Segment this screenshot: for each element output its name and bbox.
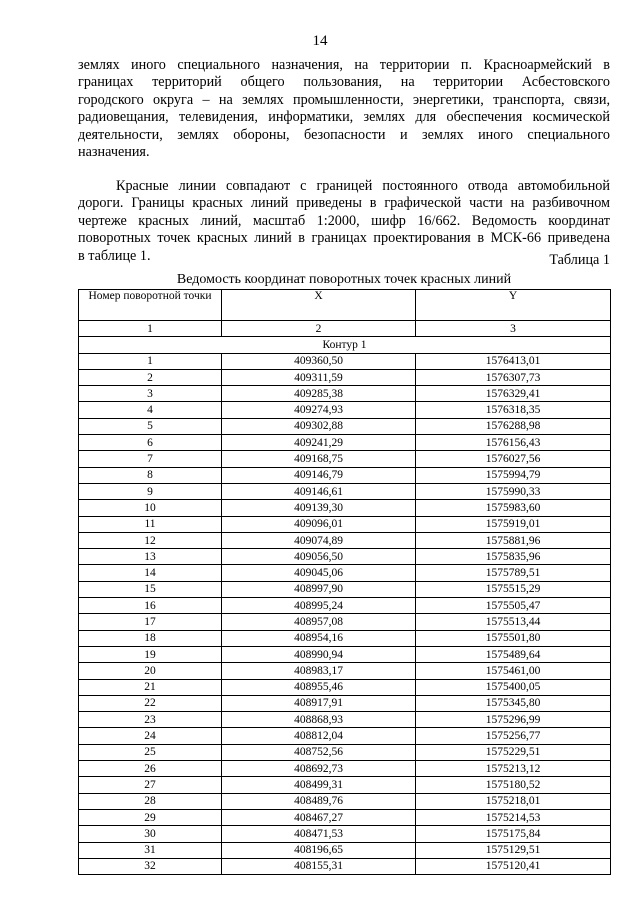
cell-y: 1575881,96 xyxy=(416,532,611,548)
table-row xyxy=(79,679,611,695)
contour-label: Контур 1 xyxy=(79,337,611,353)
table-row xyxy=(79,369,611,385)
cell-point-number: 14 xyxy=(79,565,222,581)
cell-y: 1575296,99 xyxy=(416,712,611,728)
cell-x: 408499,31 xyxy=(222,777,416,793)
column-number-row xyxy=(79,321,611,337)
cell-x: 408155,31 xyxy=(222,858,416,874)
cell-y: 1576027,56 xyxy=(416,451,611,467)
table-row xyxy=(79,858,611,874)
cell-x: 408954,16 xyxy=(222,630,416,646)
header-x: X xyxy=(222,290,416,321)
column-number: 1 xyxy=(79,321,222,337)
table-row xyxy=(79,826,611,842)
cell-y: 1575513,44 xyxy=(416,614,611,630)
table-row xyxy=(79,761,611,777)
cell-point-number: 2 xyxy=(79,369,222,385)
cell-point-number: 4 xyxy=(79,402,222,418)
cell-point-number: 6 xyxy=(79,435,222,451)
cell-x: 409302,88 xyxy=(222,418,416,434)
cell-x: 409360,50 xyxy=(222,353,416,369)
coordinates-table xyxy=(78,289,611,875)
cell-point-number: 12 xyxy=(79,532,222,548)
cell-point-number: 21 xyxy=(79,679,222,695)
table-row xyxy=(79,695,611,711)
table-row xyxy=(79,483,611,499)
cell-point-number: 5 xyxy=(79,418,222,434)
cell-point-number: 23 xyxy=(79,712,222,728)
table-row xyxy=(79,842,611,858)
cell-y: 1576156,43 xyxy=(416,435,611,451)
cell-x: 408471,53 xyxy=(222,826,416,842)
paragraph-line: землях иного специального назначения, на территории п. Красноармейский в xyxy=(78,57,610,73)
paragraph-line: деятельности, землях обороны, безопасности и землях иного специального xyxy=(78,126,610,143)
cell-point-number: 19 xyxy=(79,646,222,662)
table-row xyxy=(79,500,611,516)
cell-point-number: 17 xyxy=(79,614,222,630)
table-row xyxy=(79,402,611,418)
cell-point-number: 1 xyxy=(79,353,222,369)
cell-x: 408467,27 xyxy=(222,809,416,825)
cell-x: 409168,75 xyxy=(222,451,416,467)
cell-point-number: 32 xyxy=(79,858,222,874)
cell-y: 1575835,96 xyxy=(416,549,611,565)
table-row xyxy=(79,451,611,467)
cell-y: 1575489,64 xyxy=(416,646,611,662)
table-row xyxy=(79,663,611,679)
cell-y: 1575345,80 xyxy=(416,695,611,711)
cell-point-number: 18 xyxy=(79,630,222,646)
table-caption: Ведомость координат поворотных точек красных линий xyxy=(176,272,512,287)
table-row xyxy=(79,418,611,434)
paragraph-line: чертеже красных линий, масштаб 1:2000, шифр 16/662. Ведомость координат xyxy=(78,212,610,229)
cell-x: 408692,73 xyxy=(222,761,416,777)
cell-x: 408957,08 xyxy=(222,614,416,630)
cell-x: 409146,79 xyxy=(222,467,416,483)
cell-x: 409285,38 xyxy=(222,386,416,402)
cell-point-number: 8 xyxy=(79,467,222,483)
cell-x: 409074,89 xyxy=(222,532,416,548)
cell-x: 409045,06 xyxy=(222,565,416,581)
table-row xyxy=(79,614,611,630)
cell-point-number: 25 xyxy=(79,744,222,760)
paragraph-line: в таблице 1. xyxy=(78,247,151,264)
page-number: 14 xyxy=(312,33,328,49)
cell-point-number: 28 xyxy=(79,793,222,809)
cell-point-number: 7 xyxy=(79,451,222,467)
cell-point-number: 3 xyxy=(79,386,222,402)
cell-point-number: 26 xyxy=(79,761,222,777)
table-body xyxy=(79,353,611,875)
table-row xyxy=(79,435,611,451)
cell-x: 409139,30 xyxy=(222,500,416,516)
cell-y: 1575789,51 xyxy=(416,565,611,581)
table-row xyxy=(79,532,611,548)
cell-x: 408990,94 xyxy=(222,646,416,662)
table-row xyxy=(79,598,611,614)
cell-y: 1576318,35 xyxy=(416,402,611,418)
cell-x: 409241,29 xyxy=(222,435,416,451)
cell-y: 1575515,29 xyxy=(416,581,611,597)
paragraph-line: Красные линии совпадают с границей постоянного отвода автомобильной xyxy=(116,178,610,194)
table-row xyxy=(79,565,611,581)
cell-x: 409311,59 xyxy=(222,369,416,385)
cell-x: 408995,24 xyxy=(222,598,416,614)
cell-x: 408196,65 xyxy=(222,842,416,858)
cell-y: 1575129,51 xyxy=(416,842,611,858)
paragraph-line: назначения. xyxy=(78,144,150,161)
cell-y: 1575919,01 xyxy=(416,516,611,532)
table-row xyxy=(79,646,611,662)
cell-x: 408868,93 xyxy=(222,712,416,728)
cell-point-number: 10 xyxy=(79,500,222,516)
table-row xyxy=(79,728,611,744)
cell-y: 1576288,98 xyxy=(416,418,611,434)
cell-point-number: 22 xyxy=(79,695,222,711)
cell-y: 1575213,12 xyxy=(416,761,611,777)
table-row xyxy=(79,549,611,565)
cell-y: 1575214,53 xyxy=(416,809,611,825)
cell-point-number: 29 xyxy=(79,809,222,825)
column-number: 3 xyxy=(416,321,611,337)
cell-y: 1575505,47 xyxy=(416,598,611,614)
header-point-number: Номер поворотной точки xyxy=(79,290,222,321)
table-row xyxy=(79,777,611,793)
cell-y: 1575501,80 xyxy=(416,630,611,646)
cell-point-number: 15 xyxy=(79,581,222,597)
cell-x: 408955,46 xyxy=(222,679,416,695)
cell-point-number: 24 xyxy=(79,728,222,744)
cell-y: 1575180,52 xyxy=(416,777,611,793)
cell-x: 408997,90 xyxy=(222,581,416,597)
paragraph-line: дороги. Границы красных линий приведены в графической части на разбивочном xyxy=(78,195,610,212)
table-label: Таблица 1 xyxy=(549,252,610,268)
cell-x: 409146,61 xyxy=(222,483,416,499)
table-row xyxy=(79,712,611,728)
cell-x: 408489,76 xyxy=(222,793,416,809)
paragraph-2 xyxy=(78,178,610,265)
table-row xyxy=(79,744,611,760)
contour-row xyxy=(79,337,611,353)
cell-point-number: 30 xyxy=(79,826,222,842)
table-row xyxy=(79,793,611,809)
cell-point-number: 9 xyxy=(79,483,222,499)
cell-point-number: 16 xyxy=(79,598,222,614)
paragraph-line: границах территорий общего пользования, на территории Асбестовского xyxy=(78,74,610,91)
cell-x: 409096,01 xyxy=(222,516,416,532)
paragraph-line: радиовещания, телевидения, информатики, землях для обеспечения космической xyxy=(78,109,610,126)
cell-y: 1575990,33 xyxy=(416,483,611,499)
paragraph-line: поворотных точек красных линий в границах проектирования в МСК-66 приведена xyxy=(78,230,610,247)
cell-y: 1575218,01 xyxy=(416,793,611,809)
cell-x: 408983,17 xyxy=(222,663,416,679)
cell-y: 1576329,41 xyxy=(416,386,611,402)
column-number: 2 xyxy=(222,321,416,337)
table-row xyxy=(79,386,611,402)
cell-y: 1576307,73 xyxy=(416,369,611,385)
paragraph-line: городского округа – на землях промышленности, энергетики, транспорта, связи, xyxy=(78,91,610,108)
cell-y: 1575983,60 xyxy=(416,500,611,516)
table-row xyxy=(79,809,611,825)
cell-x: 408752,56 xyxy=(222,744,416,760)
cell-x: 408812,04 xyxy=(222,728,416,744)
cell-y: 1575461,00 xyxy=(416,663,611,679)
cell-point-number: 20 xyxy=(79,663,222,679)
table-row xyxy=(79,630,611,646)
table-row xyxy=(79,353,611,369)
table-row xyxy=(79,516,611,532)
paragraph-1 xyxy=(78,57,610,161)
cell-x: 408917,91 xyxy=(222,695,416,711)
table-row xyxy=(79,467,611,483)
cell-y: 1575229,51 xyxy=(416,744,611,760)
cell-y: 1575400,05 xyxy=(416,679,611,695)
cell-y: 1575994,79 xyxy=(416,467,611,483)
table-row xyxy=(79,581,611,597)
cell-x: 409274,93 xyxy=(222,402,416,418)
cell-point-number: 13 xyxy=(79,549,222,565)
cell-y: 1575256,77 xyxy=(416,728,611,744)
cell-y: 1575175,84 xyxy=(416,826,611,842)
cell-y: 1575120,41 xyxy=(416,858,611,874)
cell-y: 1576413,01 xyxy=(416,353,611,369)
cell-point-number: 11 xyxy=(79,516,222,532)
cell-x: 409056,50 xyxy=(222,549,416,565)
header-y: Y xyxy=(416,290,611,321)
table-header-row xyxy=(79,290,611,321)
cell-point-number: 31 xyxy=(79,842,222,858)
cell-point-number: 27 xyxy=(79,777,222,793)
